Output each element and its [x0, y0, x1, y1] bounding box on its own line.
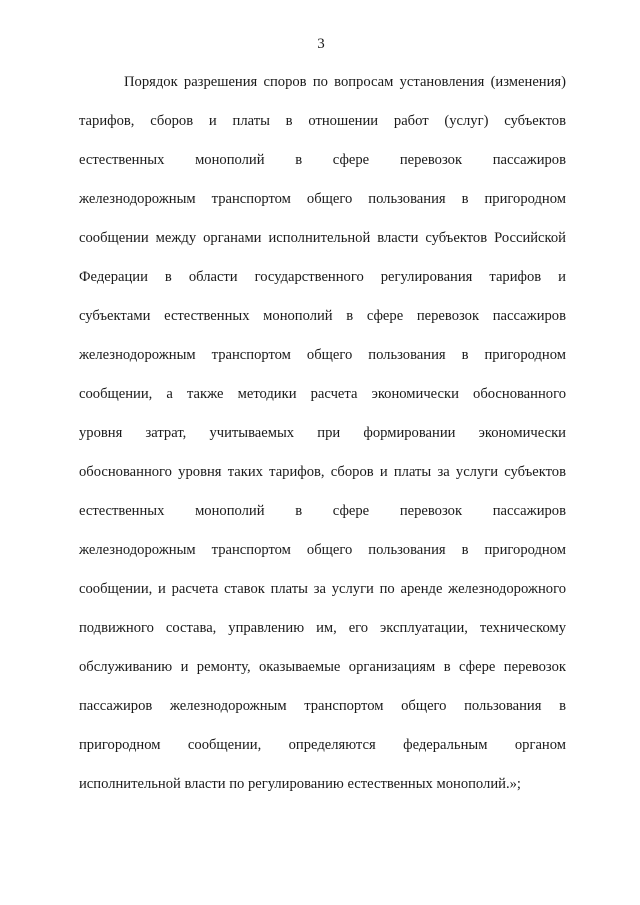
body-paragraph	[79, 63, 566, 804]
paragraph-line: железнодорожным транспортом общего пользования в пригородном	[79, 542, 566, 558]
paragraph-line: обоснованного уровня таких тарифов, сборов и платы за услуги субъектов	[79, 464, 566, 480]
paragraph-line: сообщении между органами исполнительной власти субъектов Российской	[79, 230, 566, 246]
paragraph-line: Федерации в области государственного регулирования тарифов и	[79, 269, 566, 285]
paragraph-line: исполнительной власти по регулированию естественных монополий.»;	[79, 776, 521, 792]
paragraph-line: уровня затрат, учитываемых при формировании экономически	[79, 425, 566, 441]
paragraph-line: тарифов, сборов и платы в отношении работ (услуг) субъектов	[79, 113, 566, 129]
paragraph-line: Порядок разрешения споров по вопросам установления (изменения)	[124, 74, 566, 90]
paragraph-line: обслуживанию и ремонту, оказываемые организациям в сфере перевозок	[79, 659, 566, 675]
paragraph-line: пассажиров железнодорожным транспортом общего пользования в	[79, 698, 566, 714]
paragraph-line: пригородном сообщении, определяются федеральным органом	[79, 737, 566, 753]
paragraph-line: естественных монополий в сфере перевозок пассажиров	[79, 152, 566, 168]
paragraph-line: подвижного состава, управлению им, его эксплуатации, техническому	[79, 620, 566, 636]
paragraph-line: железнодорожным транспортом общего пользования в пригородном	[79, 347, 566, 363]
paragraph-line: субъектами естественных монополий в сфере перевозок пассажиров	[79, 308, 566, 324]
page-number: 3	[317, 36, 325, 52]
paragraph-line: естественных монополий в сфере перевозок пассажиров	[79, 503, 566, 519]
paragraph-line: железнодорожным транспортом общего пользования в пригородном	[79, 191, 566, 207]
paragraph-line: сообщении, а также методики расчета экономически обоснованного	[79, 386, 566, 402]
paragraph-line: сообщении, и расчета ставок платы за услуги по аренде железнодорожного	[79, 581, 566, 597]
